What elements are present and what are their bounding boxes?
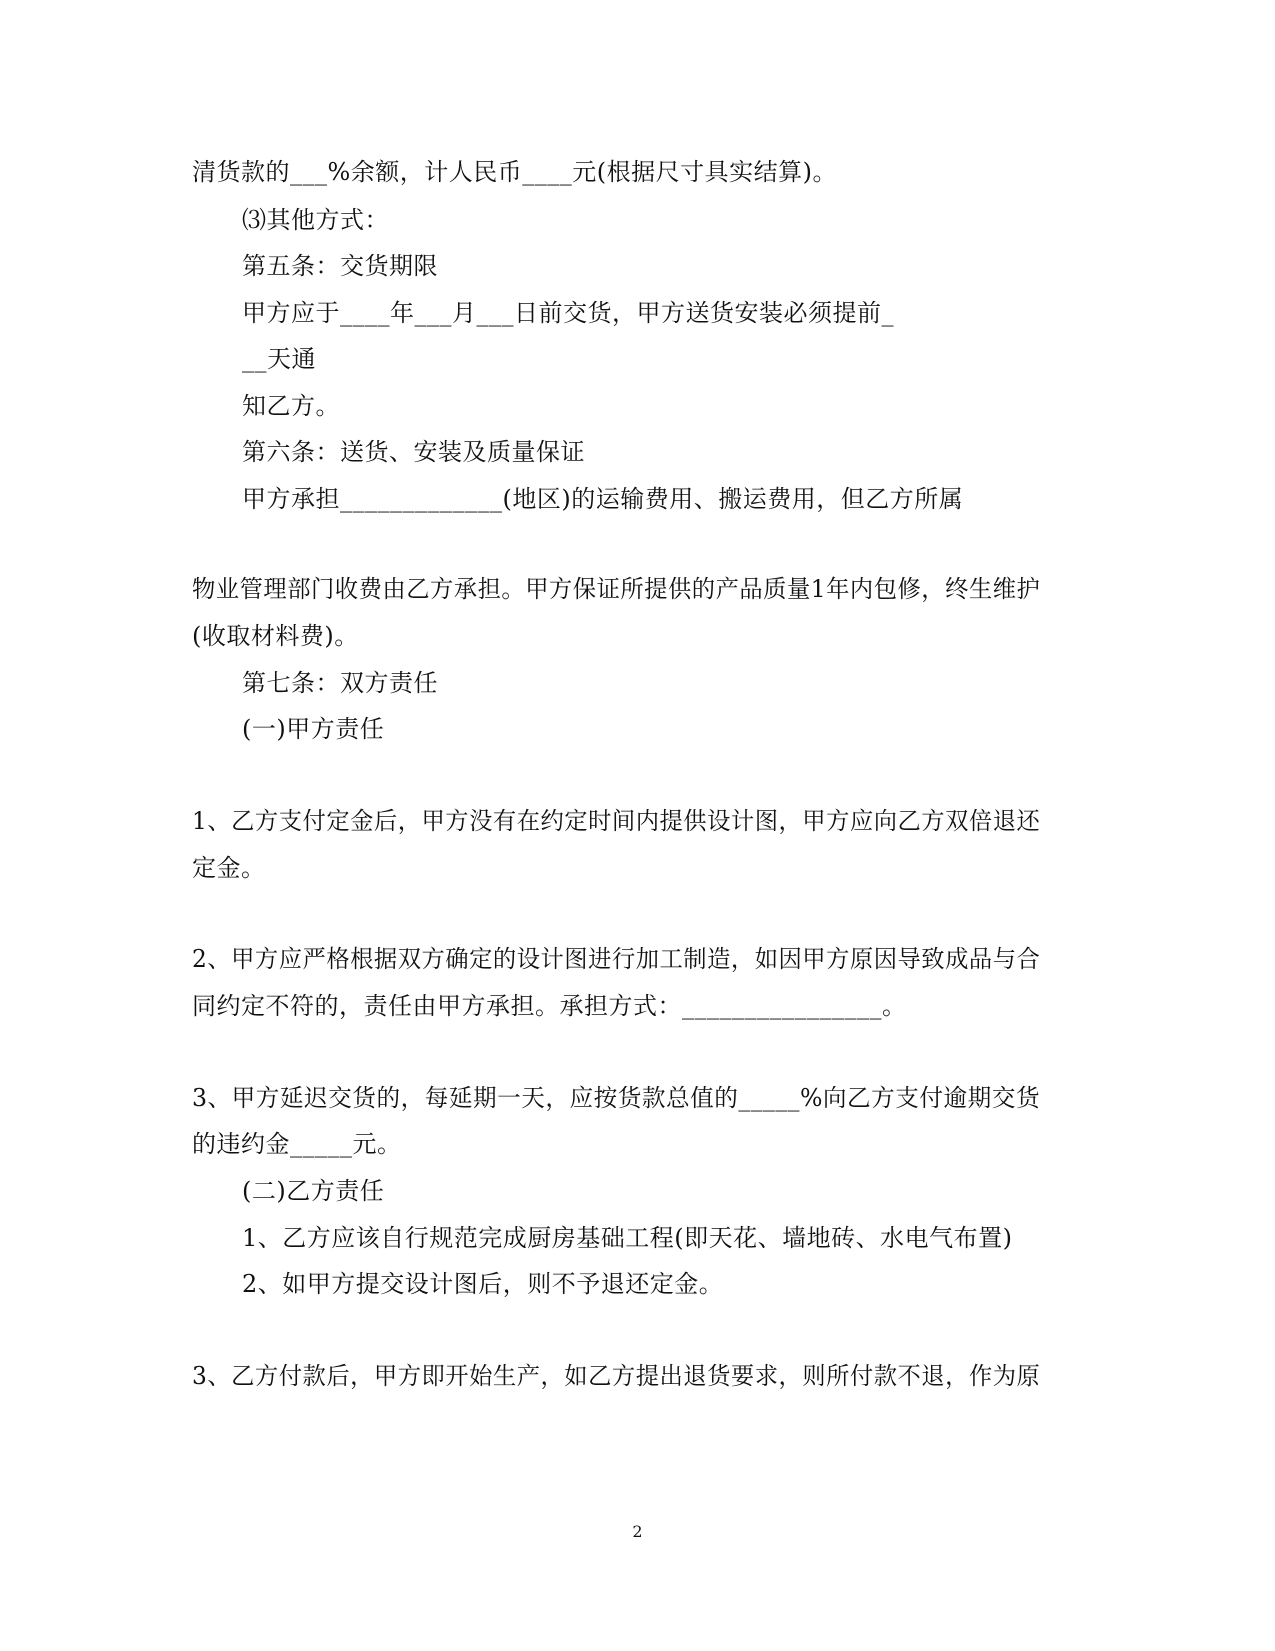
text-line: 知乙方。 bbox=[242, 392, 340, 420]
subsection-heading: (二)乙方责任 bbox=[242, 1177, 385, 1205]
text-line: 甲方应于____年___月___日前交货，甲方送货安装必须提前_ bbox=[242, 299, 894, 327]
text-line: 2、甲方应严格根据双方确定的设计图进行加工制造，如因甲方原因导致成品与合 bbox=[192, 945, 1041, 973]
text-line: 1、乙方支付定金后，甲方没有在约定时间内提供设计图，甲方应向乙方双倍退还 bbox=[192, 807, 1041, 835]
text-line: (收取材料费)。 bbox=[192, 622, 359, 650]
text-line: ⑶其他方式： bbox=[242, 206, 389, 234]
section-heading: 第五条：交货期限 bbox=[242, 252, 438, 280]
text-line: 物业管理部门收费由乙方承担。甲方保证所提供的产品质量1年内包修，终生维护 bbox=[192, 575, 1041, 603]
text-line: 1、乙方应该自行规范完成厨房基础工程(即天花、墙地砖、水电气布置) bbox=[242, 1224, 1013, 1252]
section-heading: 第七条：双方责任 bbox=[242, 669, 438, 697]
section-heading: 第六条：送货、安装及质量保证 bbox=[242, 438, 585, 466]
text-line: 甲方承担_____________(地区)的运输费用、搬运费用，但乙方所属 bbox=[242, 485, 964, 513]
text-line: 2、如甲方提交设计图后，则不予退还定金。 bbox=[242, 1270, 724, 1298]
text-line: 的违约金_____元。 bbox=[192, 1130, 402, 1158]
text-line: 3、甲方延迟交货的，每延期一天，应按货款总值的_____%向乙方支付逾期交货 bbox=[192, 1084, 1041, 1112]
subsection-heading: (一)甲方责任 bbox=[242, 715, 385, 743]
text-line: 定金。 bbox=[192, 854, 266, 882]
text-line: 3、乙方付款后，甲方即开始生产，如乙方提出退货要求，则所付款不退，作为原 bbox=[192, 1362, 1041, 1390]
page-number: 2 bbox=[632, 1522, 643, 1541]
text-line: 同约定不符的，责任由甲方承担。承担方式：________________。 bbox=[192, 992, 907, 1020]
text-line: __天通 bbox=[242, 345, 316, 373]
text-line: 清货款的___%余额，计人民币____元(根据尺寸具实结算)。 bbox=[192, 158, 838, 186]
